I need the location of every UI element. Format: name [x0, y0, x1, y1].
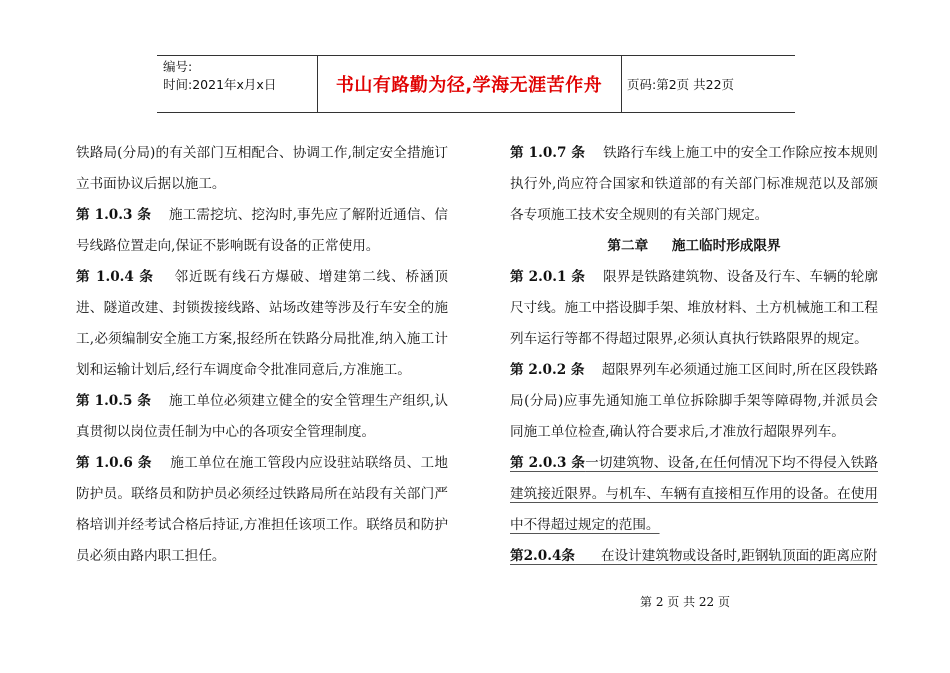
paragraph — [76, 386, 448, 448]
document-header — [157, 55, 795, 113]
article-number: 第 1.0.6 条 — [76, 455, 152, 471]
paragraph-text: 限界是铁路建筑物、设备及行车、车辆的轮廓尺寸线。施工中搭设脚手架、堆放材料、土方机械施工和工程列车运行等都不得超过限界,必须认真执行铁路限界的规定。 — [510, 269, 878, 347]
header-motto: 书山有路勤为径,学海无涯苦作舟 — [335, 75, 603, 96]
paragraph-text: 铁路局(分局)的有关部门互相配合、协调工作,制定安全措施订立书面协议后据以施工。 — [76, 145, 448, 192]
article-number: 第 1.0.7 条 — [510, 145, 586, 161]
paragraph-text: 施工单位在施工管段内应设驻站联络员、工地防护员。联络员和防护员必须经过铁路局所在站段有关部门严格培训并经考试合格后持证,方准担任该项工作。联络员和防护员必须由路内职工担任。 — [76, 455, 448, 564]
paragraph — [510, 138, 878, 231]
article-number: 第 1.0.3 条 — [76, 207, 152, 223]
paragraph — [76, 138, 448, 200]
header-divider-right — [621, 56, 622, 112]
header-divider-left — [317, 56, 318, 112]
time-label: 时间:2021年x月x日 — [163, 77, 277, 92]
header-meta — [163, 58, 313, 94]
article-number: 第 1.0.5 条 — [76, 393, 152, 409]
article-number: 第 2.0.3 条 — [510, 455, 586, 471]
article-number: 第 2.0.1 条 — [510, 269, 586, 285]
right-column — [510, 138, 878, 572]
paragraph — [510, 541, 878, 572]
paragraph-text: 在设计建筑物或设备时,距钢轨顶面的距离应附 — [600, 548, 878, 564]
chapter-heading: 第二章 施工临时形成限界 — [607, 238, 781, 254]
article-number: 第 2.0.2 条 — [510, 362, 585, 378]
paragraph-text: 邻近既有线石方爆破、增建第二线、桥涵顶进、隧道改建、封锁拨接线路、站场改建等涉及行车安全的施工,必须编制安全施工方案,报经所在铁路分局批准,纳入施工计划和运输计划后,经行车调度命令批准同意后,方准施工。 — [76, 269, 449, 378]
paragraph — [510, 262, 878, 355]
left-column — [76, 138, 448, 572]
paragraph-text: 施工单位必须建立健全的安全管理生产组织,认真贯彻以岗位责任制为中心的各项安全管理制度。 — [76, 393, 448, 440]
serial-label: 编号: — [163, 59, 193, 74]
paragraph — [76, 448, 448, 572]
paragraph — [76, 262, 448, 386]
page-footer: 第 2 页 共 22 页 — [640, 595, 730, 609]
paragraph — [510, 355, 878, 448]
header-page-code: 页码:第2页 共22页 — [627, 77, 735, 92]
article-number: 第2.0.4条 — [510, 548, 576, 564]
article-number: 第 1.0.4 条 — [76, 269, 154, 285]
paragraph — [510, 448, 878, 541]
paragraph — [76, 200, 448, 262]
paragraph-text: 铁路行车线上施工中的安全工作除应按本规则执行外,尚应符合国家和铁道部的有关部门标准规范以及部颁各专项施工技术安全规则的有关部门规定。 — [510, 145, 878, 223]
paragraph-text: 施工需挖坑、挖沟时,事先应了解附近通信、信号线路位置走向,保证不影响既有设备的正常使用。 — [76, 207, 448, 254]
paragraph-text: 超限界列车必须通过施工区间时,所在区段铁路局(分局)应事先通知施工单位拆除脚手架等障碍物,并派员会同施工单位检查,确认符合要求后,才准放行超限界列车。 — [510, 362, 878, 440]
paragraph-text: 一切建筑物、设备,在任何情况下均不得侵入铁路建筑接近限界。与机车、车辆有直接相互作用的设备。在使用中不得超过规定的范围。 — [510, 455, 878, 533]
